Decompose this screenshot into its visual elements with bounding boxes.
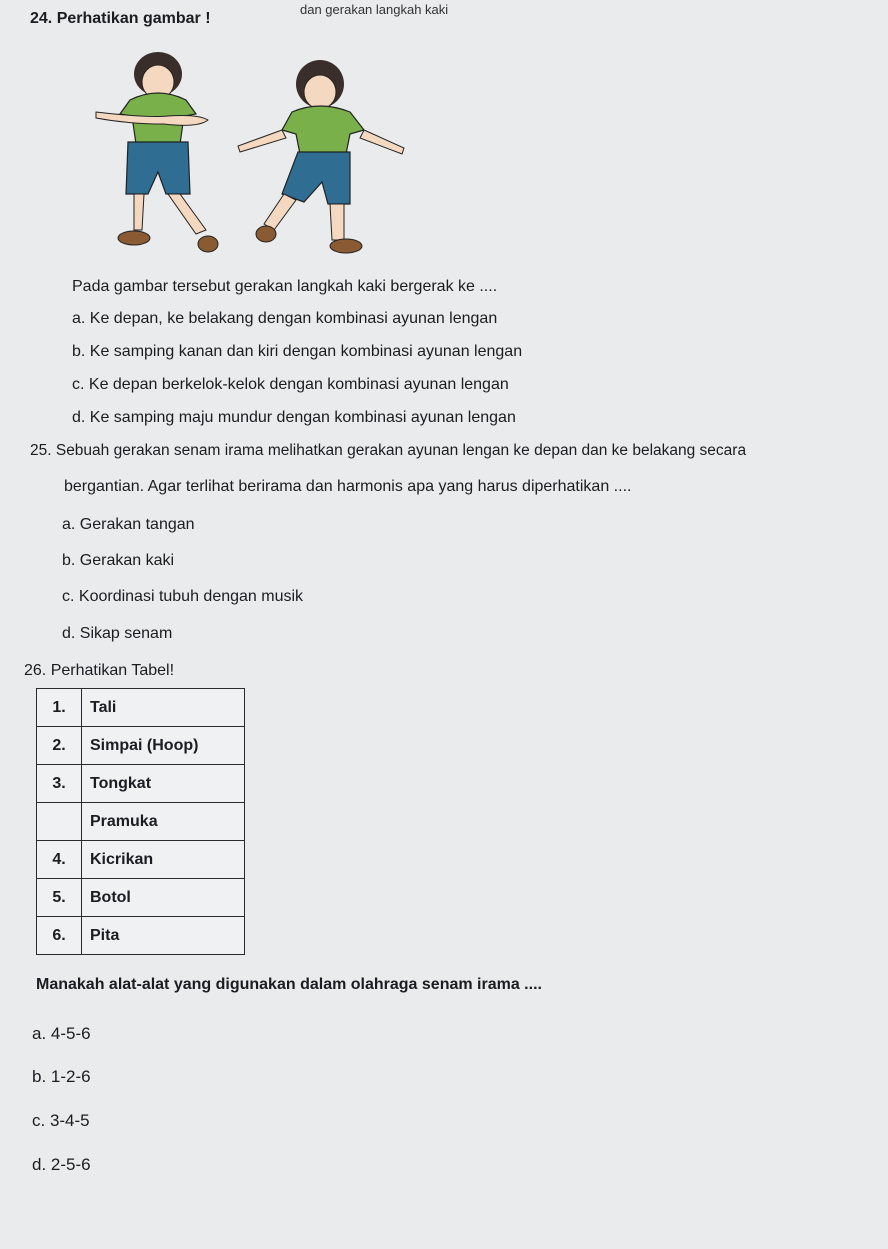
table-cell-num: 4. [37, 841, 82, 879]
table-cell-item: Pita [82, 917, 245, 955]
q25-option-a[interactable]: a. Gerakan tangan [62, 516, 195, 533]
table-cell-num: 1. [37, 689, 82, 727]
table-cell-item: Kicrikan [82, 841, 245, 879]
table-row [37, 879, 245, 917]
table-cell-item: Tali [82, 689, 245, 727]
table-row [37, 841, 245, 879]
table-cell-num: 3. [37, 765, 82, 803]
table-cell-item: Pramuka [82, 803, 245, 841]
q26-option-b[interactable]: b. 1-2-6 [32, 1067, 91, 1086]
table-cell-num: 2. [37, 727, 82, 765]
q25-option-b[interactable]: b. Gerakan kaki [62, 552, 175, 569]
table-cell-num: 5. [37, 879, 82, 917]
q24-option-a[interactable]: a. Ke depan, ke belakang dengan kombinasi ayunan lengan [72, 310, 498, 327]
q25-question-line1: 25. Sebuah gerakan senam irama melihatkan gerakan ayunan lengan ke depan dan ke belakang secara [30, 442, 747, 459]
girl-figure-1 [96, 52, 218, 252]
step-movement-illustration [88, 52, 408, 262]
table-row [37, 917, 245, 955]
table-cell-num [37, 803, 82, 841]
table-cell-item: Tongkat [82, 765, 245, 803]
q26-option-a[interactable]: a. 4-5-6 [32, 1024, 91, 1043]
table-cell-num: 6. [37, 917, 82, 955]
q26-question: Manakah alat-alat yang digunakan dalam olahraga senam irama .... [36, 976, 542, 993]
q24-option-d[interactable]: d. Ke samping maju mundur dengan kombinasi ayunan lengan [72, 409, 516, 426]
q25-option-d[interactable]: d. Sikap senam [62, 625, 173, 642]
cropped-top-text: dan gerakan langkah kaki [300, 2, 449, 17]
table-cell-item: Simpai (Hoop) [82, 727, 245, 765]
table-row [37, 803, 245, 841]
girl-figure-2 [238, 60, 404, 253]
table-row [37, 689, 245, 727]
q24-option-b[interactable]: b. Ke samping kanan dan kiri dengan kombinasi ayunan lengan [72, 343, 523, 360]
q24-title: 24. Perhatikan gambar ! [30, 10, 211, 27]
table-row [37, 765, 245, 803]
q25-option-c[interactable]: c. Koordinasi tubuh dengan musik [62, 588, 304, 605]
q25-question-line2: bergantian. Agar terlihat berirama dan harmonis apa yang harus diperhatikan .... [64, 478, 632, 495]
table-cell-item: Botol [82, 879, 245, 917]
q24-option-c[interactable]: c. Ke depan berkelok-kelok dengan kombinasi ayunan lengan [72, 376, 509, 393]
table-row [37, 727, 245, 765]
equipment-table [36, 688, 245, 955]
q24-question: Pada gambar tersebut gerakan langkah kaki bergerak ke .... [72, 278, 498, 295]
q26-option-c[interactable]: c. 3-4-5 [32, 1111, 90, 1130]
q26-option-d[interactable]: d. 2-5-6 [32, 1155, 91, 1174]
q26-title: 26. Perhatikan Tabel! [24, 662, 175, 679]
